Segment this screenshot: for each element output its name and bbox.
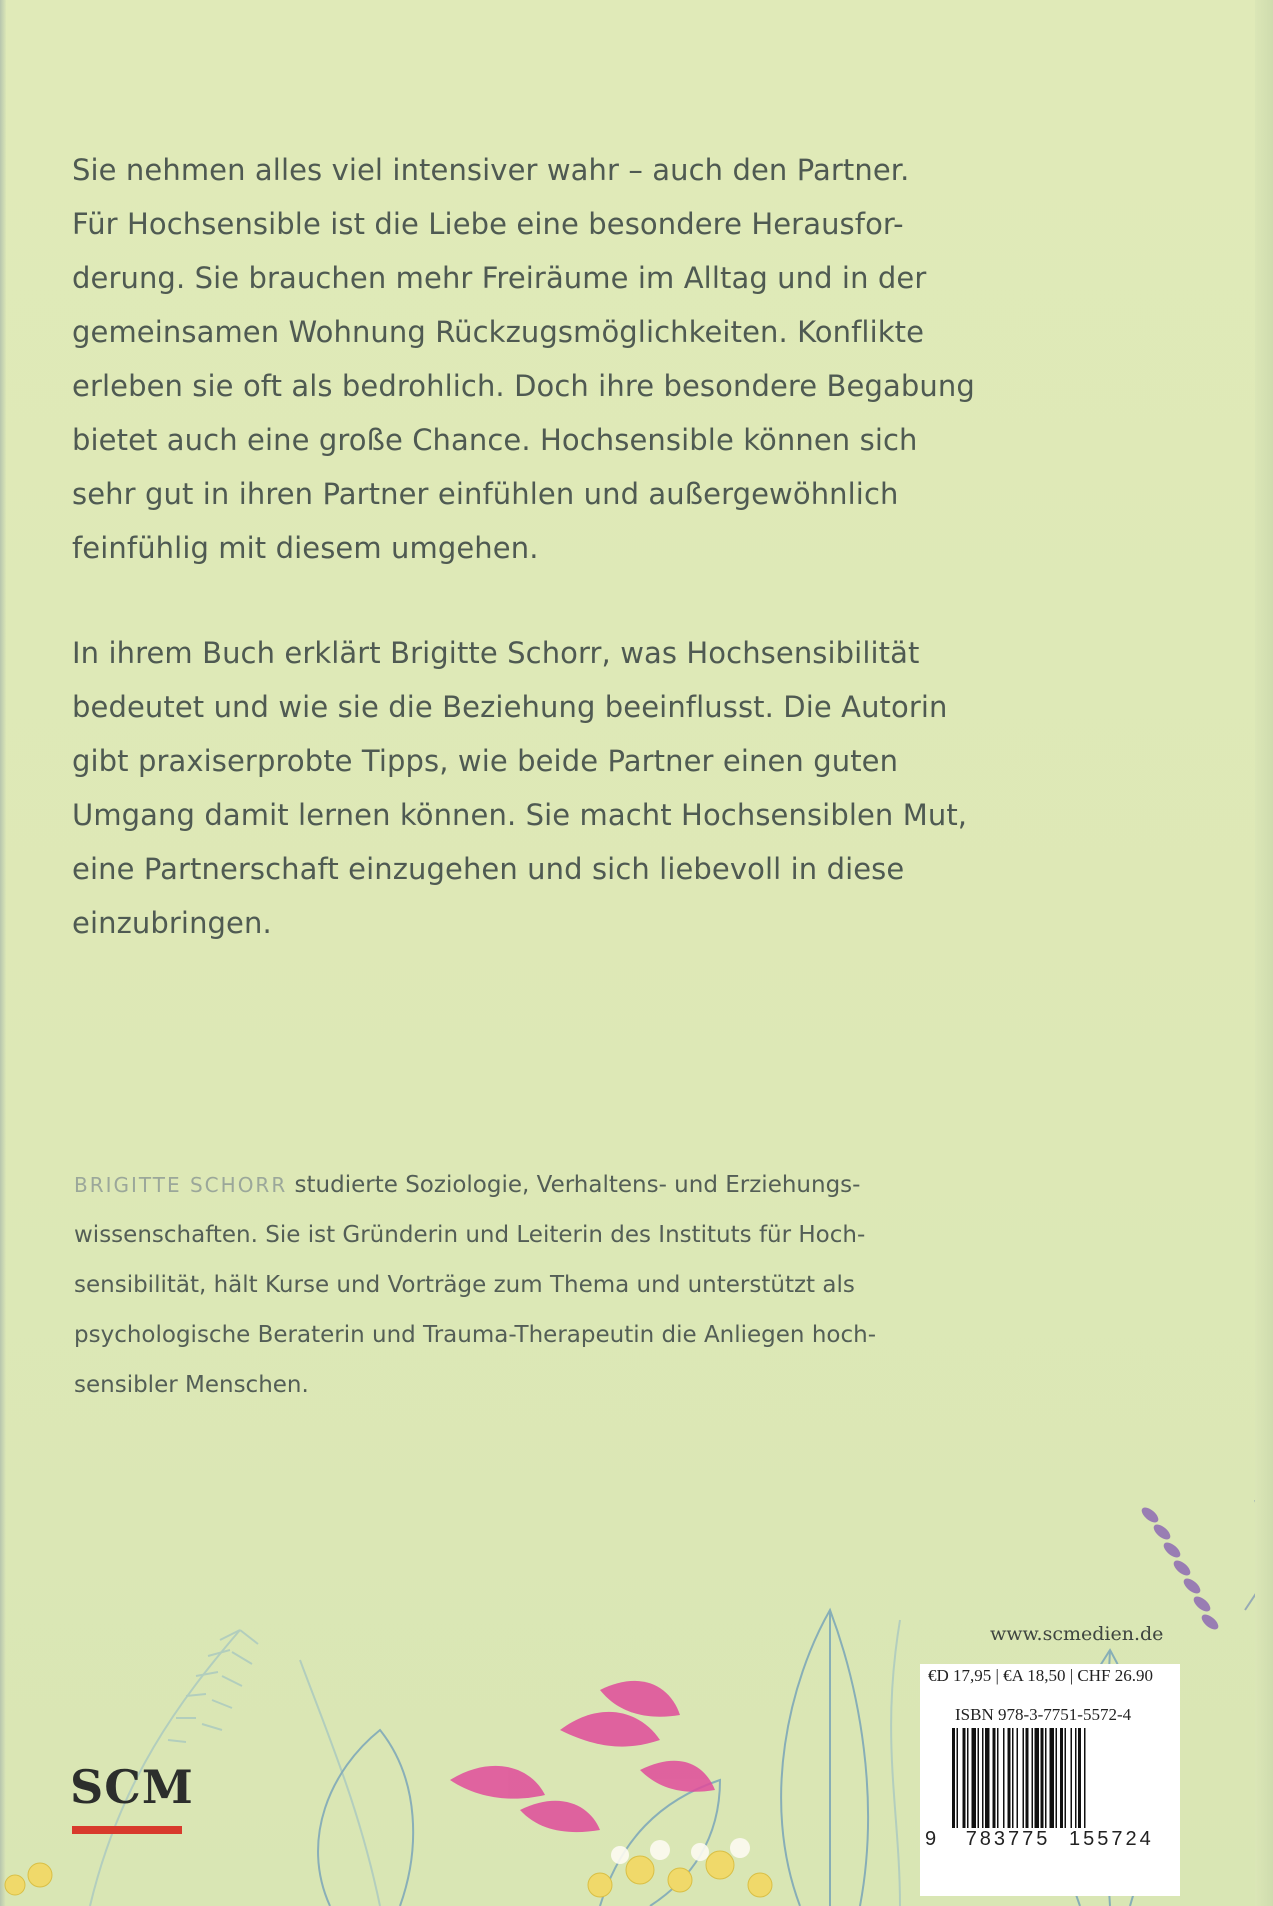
barcode-bar <box>1041 1728 1044 1828</box>
barcode-bar <box>957 1728 959 1828</box>
barcode-bar <box>1056 1728 1058 1828</box>
publisher-logo-bar <box>72 1826 182 1834</box>
bio-line-1-rest: studierte Soziologie, Verhaltens- und Erziehungs- <box>287 1172 861 1198</box>
ean-group-2: 155724 <box>1069 1828 1154 1850</box>
barcode-bar <box>1026 1728 1029 1828</box>
bio-line: wissenschaften. Sie ist Gründerin und Leiterin des Instituts für Hoch- <box>74 1222 866 1248</box>
ean-group-1: 783775 <box>965 1828 1051 1850</box>
blurb-paragraph-2 <box>72 626 972 950</box>
blurb-line: gibt praxiserprobte Tipps, wie beide Partner einen guten <box>72 744 899 778</box>
blurb-line: Umgang damit lernen können. Sie macht Hochsensiblen Mut, <box>72 798 968 832</box>
barcode-bar <box>1023 1728 1025 1828</box>
publisher-logo: SCM <box>70 1760 194 1814</box>
barcode <box>950 1728 1170 1828</box>
barcode-bar <box>982 1728 984 1828</box>
bio-line: sensibler Menschen. <box>74 1372 309 1398</box>
barcode-bar <box>1012 1728 1014 1828</box>
barcode-bar <box>1078 1728 1081 1828</box>
bio-line <box>74 1160 974 1210</box>
blurb-line: In ihrem Buch erklärt Brigitte Schorr, was Hochsensibilität <box>72 636 920 670</box>
barcode-bar <box>1032 1728 1034 1828</box>
barcode-bar <box>1003 1728 1005 1828</box>
blurb-line: Sie nehmen alles viel intensiver wahr – auch den Partner. <box>72 153 910 187</box>
price-line: €D 17,95 | €A 18,50 | CHF 26.90 <box>928 1666 1153 1685</box>
barcode-bar <box>1017 1728 1019 1828</box>
bio-line: sensibilität, hält Kurse und Vorträge zum Thema und unterstützt als <box>74 1272 855 1298</box>
barcode-bar <box>1045 1728 1047 1828</box>
barcode-bar <box>997 1728 999 1828</box>
isbn-number: ISBN 978-3-7751-5572-4 <box>955 1705 1132 1724</box>
barcode-bar <box>1060 1728 1063 1828</box>
barcode-bar <box>1035 1728 1040 1828</box>
blurb-line: feinfühlig mit diesem umgehen. <box>72 531 539 565</box>
author-name: BRIGITTE SCHORR <box>74 1173 288 1197</box>
barcode-bar <box>985 1728 990 1828</box>
blurb-line: derung. Sie brauchen mehr Freiräume im Alltag und in der <box>72 261 927 295</box>
barcode-bar <box>967 1728 969 1828</box>
ean-first-digit: 9 <box>925 1828 940 1850</box>
barcode-bar <box>1075 1728 1077 1828</box>
blurb-line: sehr gut in ihren Partner einfühlen und außergewöhnlich <box>72 477 899 511</box>
author-bio <box>74 1160 974 1410</box>
blurb-line: einzubringen. <box>72 906 272 940</box>
blurb-line: Für Hochsensible ist die Liebe eine besondere Herausfor- <box>72 207 904 241</box>
barcode-bar <box>952 1728 955 1828</box>
barcode-bar <box>1050 1728 1055 1828</box>
blurb-line: bedeutet und wie sie die Beziehung beeinflusst. Die Autorin <box>72 690 948 724</box>
bio-line: psychologische Beraterin und Trauma-Therapeutin die Anliegen hoch- <box>74 1322 876 1348</box>
blurb-line: gemeinsamen Wohnung Rückzugsmöglichkeiten. Konflikte <box>72 315 925 349</box>
publisher-website: www.scmedien.de <box>990 1623 1164 1645</box>
blurb-line: erleben sie oft als bedrohlich. Doch ihre besondere Begabung <box>72 369 975 403</box>
barcode-bar <box>963 1728 966 1828</box>
barcode-bar <box>1084 1728 1086 1828</box>
blurb-paragraph-1 <box>72 143 975 575</box>
ean-digits <box>925 1828 1154 1851</box>
barcode-bar <box>978 1728 980 1828</box>
barcode-bar <box>1065 1728 1067 1828</box>
barcode-bar <box>1008 1728 1011 1828</box>
barcode-bar <box>972 1728 977 1828</box>
blurb-line: eine Partnerschaft einzugehen und sich liebevoll in diese <box>72 852 905 886</box>
barcode-bar <box>993 1728 996 1828</box>
blurb-line: bietet auch eine große Chance. Hochsensible können sich <box>72 423 918 457</box>
barcode-bar <box>1071 1728 1073 1828</box>
